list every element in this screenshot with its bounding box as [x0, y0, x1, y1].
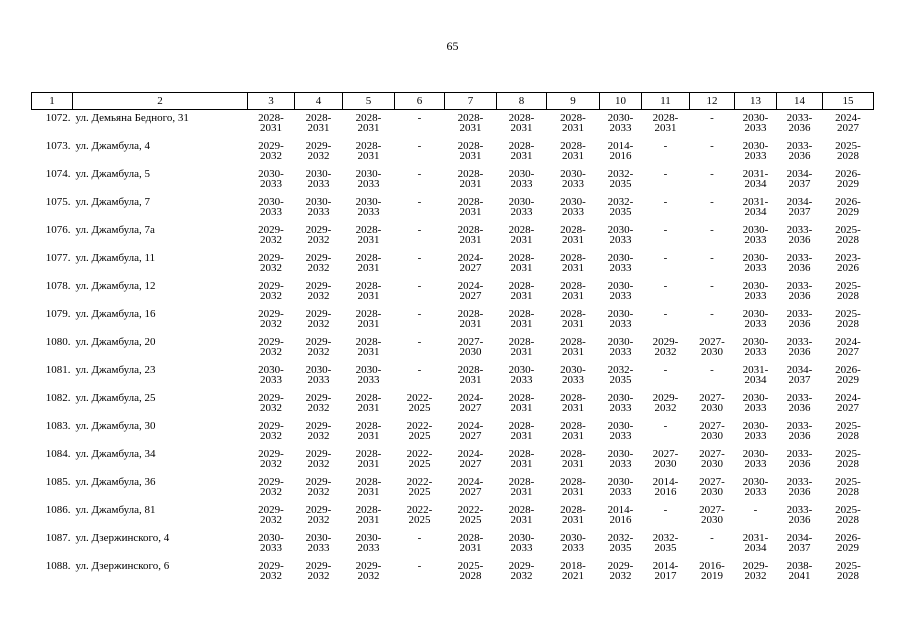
period-cell-col-3: 2030- 2033	[258, 196, 284, 218]
period-cell-col-3: 2028- 2031	[258, 112, 284, 134]
period-cell-col-10: 2032- 2035	[607, 364, 634, 386]
period-cell-col-6: -	[417, 364, 422, 376]
row-number: 1075.	[45, 196, 71, 208]
period-cell-col-4: 2029- 2032	[305, 476, 332, 498]
period-cell-col-13: 2030- 2033	[742, 224, 769, 246]
period-cell-col-8: 2028- 2031	[508, 140, 535, 162]
period-cell-col-5: 2028- 2031	[355, 420, 382, 442]
period-cell-col-15: 2025- 2028	[835, 308, 861, 330]
period-cell-col-4: 2029- 2032	[305, 224, 332, 246]
period-cell-col-9: 2028- 2031	[560, 308, 586, 330]
period-cell-col-5: 2030- 2033	[355, 196, 382, 218]
period-cell-col-6: -	[417, 224, 422, 236]
period-cell-col-4: 2030- 2033	[305, 196, 332, 218]
address-cell: ул. Джамбула, 30	[75, 420, 156, 432]
address-cell: ул. Джамбула, 11	[75, 252, 156, 264]
period-cell-col-11: 2014- 2016	[652, 476, 679, 498]
period-cell-col-11: -	[663, 252, 668, 264]
page-number: 65	[446, 39, 459, 53]
address-cell: ул. Джамбула, 36	[75, 476, 156, 488]
period-cell-col-6: 2022- 2025	[406, 476, 433, 498]
period-cell-col-3: 2029- 2032	[258, 308, 284, 330]
period-cell-col-15: 2026- 2029	[835, 364, 861, 386]
period-cell-col-13: 2030- 2033	[742, 140, 769, 162]
period-cell-col-9: 2028- 2031	[560, 140, 586, 162]
period-cell-col-12: 2027- 2030	[699, 448, 725, 470]
period-cell-col-15: 2025- 2028	[835, 280, 861, 302]
row-number: 1086.	[45, 504, 71, 516]
period-cell-col-13: 2030- 2033	[742, 476, 769, 498]
period-cell-col-4: 2030- 2033	[305, 532, 332, 554]
period-cell-col-5: 2028- 2031	[355, 476, 382, 498]
period-cell-col-9: 2028- 2031	[560, 224, 586, 246]
period-cell-col-12: 2027- 2030	[699, 392, 725, 414]
period-cell-col-3: 2029- 2032	[258, 140, 284, 162]
period-cell-col-6: -	[417, 280, 422, 292]
period-cell-col-4: 2029- 2032	[305, 280, 332, 302]
period-cell-col-10: 2030- 2033	[607, 308, 634, 330]
period-cell-col-13: 2031- 2034	[742, 532, 769, 554]
period-cell-col-14: 2034- 2037	[786, 196, 813, 218]
period-cell-col-15: 2025- 2028	[835, 420, 861, 442]
column-header-1: 1	[32, 93, 73, 110]
period-cell-col-4: 2030- 2033	[305, 364, 332, 386]
period-cell-col-11: 2032- 2035	[652, 532, 679, 554]
period-cell-col-3: 2029- 2032	[258, 420, 284, 442]
period-cell-col-8: 2028- 2031	[508, 392, 535, 414]
period-cell-col-3: 2029- 2032	[258, 252, 284, 274]
period-cell-col-7: 2024- 2027	[457, 420, 484, 442]
period-cell-col-10: 2030- 2033	[607, 280, 634, 302]
period-cell-col-10: 2030- 2033	[607, 224, 634, 246]
period-cell-col-15: 2024- 2027	[835, 112, 861, 134]
table-row	[32, 141, 874, 169]
period-cell-col-8: 2028- 2031	[508, 476, 535, 498]
column-header-7: 7	[445, 93, 497, 110]
period-cell-col-8: 2028- 2031	[508, 336, 535, 358]
address-cell: ул. Джамбула, 7	[75, 196, 151, 208]
period-cell-col-5: 2028- 2031	[355, 140, 382, 162]
period-cell-col-5: 2028- 2031	[355, 448, 382, 470]
period-cell-col-9: 2030- 2033	[560, 364, 586, 386]
period-cell-col-7: 2028- 2031	[457, 112, 484, 134]
period-cell-col-15: 2026- 2029	[835, 196, 861, 218]
period-cell-col-9: 2028- 2031	[560, 336, 586, 358]
period-cell-col-10: 2030- 2033	[607, 112, 634, 134]
period-cell-col-12: -	[710, 532, 714, 544]
period-cell-col-13: 2030- 2033	[742, 280, 769, 302]
period-cell-col-8: 2029- 2032	[508, 560, 535, 582]
row-number: 1077.	[45, 252, 71, 264]
period-cell-col-14: 2038- 2041	[786, 560, 813, 582]
address-cell: ул. Джамбула, 12	[75, 280, 156, 292]
period-cell-col-6: -	[417, 532, 422, 544]
address-cell: ул. Дзержинского, 4	[75, 532, 170, 544]
period-cell-col-7: 2028- 2031	[457, 196, 484, 218]
period-cell-col-10: 2029- 2032	[607, 560, 634, 582]
period-cell-col-7: 2024- 2027	[457, 280, 484, 302]
period-cell-col-10: 2032- 2035	[607, 168, 634, 190]
column-header-3: 3	[248, 93, 295, 110]
period-cell-col-4: 2029- 2032	[305, 308, 332, 330]
period-cell-col-11: 2029- 2032	[652, 336, 679, 358]
period-cell-col-11: 2029- 2032	[652, 392, 679, 414]
row-number: 1087.	[45, 532, 71, 544]
period-cell-col-8: 2028- 2031	[508, 280, 535, 302]
period-cell-col-10: 2030- 2033	[607, 448, 634, 470]
period-cell-col-8: 2030- 2033	[508, 196, 535, 218]
table-body	[32, 110, 874, 590]
period-cell-col-6: -	[417, 252, 422, 264]
column-header-11: 11	[642, 93, 690, 110]
period-cell-col-11: -	[663, 168, 668, 180]
period-cell-col-9: 2028- 2031	[560, 280, 586, 302]
period-cell-col-11: -	[663, 140, 668, 152]
period-cell-col-12: -	[710, 252, 714, 264]
column-header-10: 10	[600, 93, 642, 110]
row-number: 1072.	[45, 112, 71, 124]
period-cell-col-9: 2028- 2031	[560, 476, 586, 498]
period-cell-col-8: 2028- 2031	[508, 420, 535, 442]
period-cell-col-13: 2031- 2034	[742, 364, 769, 386]
period-cell-col-7: 2024- 2027	[457, 252, 484, 274]
row-number: 1081.	[45, 364, 71, 376]
table-row	[32, 169, 874, 197]
period-cell-col-6: -	[417, 196, 422, 208]
row-number: 1085.	[45, 476, 71, 488]
period-cell-col-5: 2030- 2033	[355, 532, 382, 554]
period-cell-col-5: 2030- 2033	[355, 168, 382, 190]
period-cell-col-5: 2028- 2031	[355, 280, 382, 302]
period-cell-col-7: 2025- 2028	[457, 560, 484, 582]
period-cell-col-8: 2028- 2031	[508, 448, 535, 470]
address-cell: ул. Джамбула, 4	[75, 140, 151, 152]
period-cell-col-9: 2030- 2033	[560, 532, 586, 554]
period-cell-col-9: 2028- 2031	[560, 392, 586, 414]
period-cell-col-11: 2014- 2017	[652, 560, 679, 582]
address-cell: ул. Джамбула, 7а	[75, 224, 155, 236]
period-cell-col-6: -	[417, 308, 422, 320]
period-cell-col-7: 2028- 2031	[457, 308, 484, 330]
address-cell: ул. Джамбула, 81	[75, 504, 156, 516]
period-cell-col-14: 2034- 2037	[786, 364, 813, 386]
table-row	[32, 309, 874, 337]
period-cell-col-6: 2022- 2025	[406, 448, 433, 470]
column-header-6: 6	[395, 93, 445, 110]
period-cell-col-9: 2028- 2031	[560, 112, 586, 134]
period-cell-col-3: 2030- 2033	[258, 532, 284, 554]
period-cell-col-3: 2029- 2032	[258, 224, 284, 246]
period-cell-col-15: 2026- 2029	[835, 168, 861, 190]
period-cell-col-10: 2014- 2016	[607, 504, 634, 526]
period-cell-col-9: 2028- 2031	[560, 420, 586, 442]
period-cell-col-6: 2022- 2025	[406, 392, 433, 414]
period-cell-col-9: 2018- 2021	[560, 560, 586, 582]
period-cell-col-11: -	[663, 308, 668, 320]
period-cell-col-14: 2033- 2036	[786, 140, 813, 162]
row-number: 1082.	[45, 392, 71, 404]
period-cell-col-7: 2024- 2027	[457, 448, 484, 470]
period-cell-col-12: -	[710, 308, 714, 320]
row-number: 1078.	[45, 280, 71, 292]
row-number: 1076.	[45, 224, 71, 236]
period-cell-col-15: 2026- 2029	[835, 532, 861, 554]
period-cell-col-3: 2030- 2033	[258, 168, 284, 190]
period-cell-col-8: 2028- 2031	[508, 504, 535, 526]
period-cell-col-8: 2030- 2033	[508, 364, 535, 386]
period-cell-col-11: 2027- 2030	[652, 448, 679, 470]
period-cell-col-4: 2028- 2031	[305, 112, 332, 134]
table-row	[32, 561, 874, 589]
period-cell-col-7: 2028- 2031	[457, 532, 484, 554]
period-cell-col-5: 2028- 2031	[355, 112, 382, 134]
table-row	[32, 477, 874, 505]
period-cell-col-5: 2028- 2031	[355, 308, 382, 330]
period-cell-col-3: 2029- 2032	[258, 504, 284, 526]
period-cell-col-15: 2025- 2028	[835, 560, 861, 582]
column-header-9: 9	[547, 93, 600, 110]
period-cell-col-6: -	[417, 168, 422, 180]
period-cell-col-12: -	[710, 364, 714, 376]
column-header-14: 14	[777, 93, 823, 110]
period-cell-col-8: 2028- 2031	[508, 224, 535, 246]
period-cell-col-14: 2033- 2036	[786, 112, 813, 134]
period-cell-col-4: 2029- 2032	[305, 392, 332, 414]
period-cell-col-3: 2029- 2032	[258, 476, 284, 498]
period-cell-col-10: 2030- 2033	[607, 336, 634, 358]
table-row	[32, 393, 874, 421]
period-cell-col-10: 2032- 2035	[607, 532, 634, 554]
period-cell-col-7: 2024- 2027	[457, 392, 484, 414]
table-row	[32, 505, 874, 533]
period-cell-col-7: 2028- 2031	[457, 140, 484, 162]
period-cell-col-10: 2030- 2033	[607, 392, 634, 414]
period-cell-col-11: 2028- 2031	[652, 112, 679, 134]
column-header-5: 5	[343, 93, 395, 110]
period-cell-col-4: 2029- 2032	[305, 420, 332, 442]
period-cell-col-3: 2029- 2032	[258, 392, 284, 414]
schedule-table	[31, 92, 874, 589]
table-header-row	[32, 93, 874, 110]
period-cell-col-4: 2029- 2032	[305, 252, 332, 274]
row-number: 1080.	[45, 336, 71, 348]
address-cell: ул. Джамбула, 34	[75, 448, 156, 460]
period-cell-col-13: 2030- 2033	[742, 308, 769, 330]
column-header-13: 13	[735, 93, 777, 110]
period-cell-col-13: 2030- 2033	[742, 112, 769, 134]
period-cell-col-12: 2016- 2019	[699, 560, 725, 582]
period-cell-col-7: 2027- 2030	[457, 336, 484, 358]
period-cell-col-3: 2029- 2032	[258, 448, 284, 470]
period-cell-col-15: 2025- 2028	[835, 448, 861, 470]
period-cell-col-6: -	[417, 112, 422, 124]
period-cell-col-10: 2032- 2035	[607, 196, 634, 218]
period-cell-col-6: -	[417, 336, 422, 348]
address-cell: ул. Джамбула, 20	[75, 336, 156, 348]
period-cell-col-14: 2033- 2036	[786, 420, 813, 442]
address-cell: ул. Джамбула, 23	[75, 364, 156, 376]
row-number: 1088.	[45, 560, 71, 572]
period-cell-col-8: 2030- 2033	[508, 532, 535, 554]
table-row	[32, 110, 874, 142]
period-cell-col-11: -	[663, 280, 668, 292]
table-row	[32, 281, 874, 309]
address-cell: ул. Джамбула, 25	[75, 392, 156, 404]
address-cell: ул. Джамбула, 16	[75, 308, 156, 320]
period-cell-col-14: 2033- 2036	[786, 392, 813, 414]
period-cell-col-10: 2030- 2033	[607, 476, 634, 498]
period-cell-col-14: 2033- 2036	[786, 504, 813, 526]
period-cell-col-7: 2022- 2025	[457, 504, 484, 526]
period-cell-col-5: 2030- 2033	[355, 364, 382, 386]
period-cell-col-13: 2031- 2034	[742, 168, 769, 190]
period-cell-col-5: 2028- 2031	[355, 336, 382, 358]
table-row	[32, 421, 874, 449]
period-cell-col-11: -	[663, 504, 668, 516]
column-header-4: 4	[295, 93, 343, 110]
period-cell-col-3: 2029- 2032	[258, 280, 284, 302]
column-header-8: 8	[497, 93, 547, 110]
period-cell-col-14: 2033- 2036	[786, 280, 813, 302]
period-cell-col-14: 2033- 2036	[786, 448, 813, 470]
period-cell-col-4: 2029- 2032	[305, 336, 332, 358]
period-cell-col-12: -	[710, 196, 714, 208]
period-cell-col-11: -	[663, 224, 668, 236]
row-number: 1073.	[45, 140, 71, 152]
period-cell-col-7: 2028- 2031	[457, 364, 484, 386]
period-cell-col-8: 2028- 2031	[508, 112, 535, 134]
period-cell-col-13: -	[753, 504, 758, 516]
period-cell-col-15: 2023- 2026	[835, 252, 861, 274]
address-cell: ул. Демьяна Бедного, 31	[75, 112, 189, 124]
period-cell-col-14: 2033- 2036	[786, 308, 813, 330]
period-cell-col-6: -	[417, 140, 422, 152]
period-cell-col-6: 2022- 2025	[406, 420, 433, 442]
row-number: 1084.	[45, 448, 71, 460]
table-row	[32, 365, 874, 393]
period-cell-col-12: -	[710, 112, 714, 124]
period-cell-col-14: 2033- 2036	[786, 224, 813, 246]
table-row	[32, 533, 874, 561]
period-cell-col-5: 2029- 2032	[355, 560, 382, 582]
period-cell-col-12: -	[710, 168, 714, 180]
period-cell-col-14: 2033- 2036	[786, 476, 813, 498]
period-cell-col-12: -	[710, 140, 714, 152]
period-cell-col-10: 2030- 2033	[607, 420, 634, 442]
table-row	[32, 253, 874, 281]
period-cell-col-4: 2030- 2033	[305, 168, 332, 190]
period-cell-col-15: 2024- 2027	[835, 336, 861, 358]
row-number: 1074.	[45, 168, 71, 180]
period-cell-col-6: 2022- 2025	[406, 504, 433, 526]
period-cell-col-13: 2030- 2033	[742, 420, 769, 442]
period-cell-col-12: 2027- 2030	[699, 420, 725, 442]
period-cell-col-15: 2024- 2027	[835, 392, 861, 414]
period-cell-col-8: 2028- 2031	[508, 308, 535, 330]
period-cell-col-10: 2030- 2033	[607, 252, 634, 274]
period-cell-col-9: 2028- 2031	[560, 504, 586, 526]
column-header-12: 12	[690, 93, 735, 110]
period-cell-col-9: 2028- 2031	[560, 252, 586, 274]
period-cell-col-11: -	[663, 420, 668, 432]
period-cell-col-8: 2030- 2033	[508, 168, 535, 190]
period-cell-col-5: 2028- 2031	[355, 392, 382, 414]
address-cell: ул. Джамбула, 5	[75, 168, 151, 180]
column-header-15: 15	[823, 93, 874, 110]
period-cell-col-13: 2031- 2034	[742, 196, 769, 218]
table-row	[32, 449, 874, 477]
period-cell-col-15: 2025- 2028	[835, 140, 861, 162]
period-cell-col-14: 2033- 2036	[786, 336, 813, 358]
period-cell-col-12: 2027- 2030	[699, 504, 725, 526]
table-row	[32, 225, 874, 253]
period-cell-col-9: 2030- 2033	[560, 196, 586, 218]
period-cell-col-15: 2025- 2028	[835, 504, 861, 526]
address-cell: ул. Дзержинского, 6	[75, 560, 170, 572]
period-cell-col-12: -	[710, 280, 714, 292]
period-cell-col-12: 2027- 2030	[699, 476, 725, 498]
period-cell-col-3: 2030- 2033	[258, 364, 284, 386]
period-cell-col-4: 2029- 2032	[305, 504, 332, 526]
period-cell-col-15: 2025- 2028	[835, 476, 861, 498]
period-cell-col-14: 2034- 2037	[786, 168, 813, 190]
period-cell-col-11: -	[663, 196, 668, 208]
period-cell-col-13: 2030- 2033	[742, 392, 769, 414]
row-number: 1079.	[45, 308, 71, 320]
period-cell-col-15: 2025- 2028	[835, 224, 861, 246]
period-cell-col-5: 2028- 2031	[355, 504, 382, 526]
period-cell-col-12: -	[710, 224, 714, 236]
column-header-2: 2	[73, 93, 248, 110]
period-cell-col-5: 2028- 2031	[355, 252, 382, 274]
period-cell-col-4: 2029- 2032	[305, 560, 332, 582]
period-cell-col-11: -	[663, 364, 668, 376]
period-cell-col-4: 2029- 2032	[305, 448, 332, 470]
period-cell-col-7: 2028- 2031	[457, 224, 484, 246]
period-cell-col-8: 2028- 2031	[508, 252, 535, 274]
period-cell-col-13: 2030- 2033	[742, 336, 769, 358]
period-cell-col-7: 2028- 2031	[457, 168, 484, 190]
period-cell-col-6: -	[417, 560, 422, 572]
period-cell-col-7: 2024- 2027	[457, 476, 484, 498]
period-cell-col-13: 2030- 2033	[742, 448, 769, 470]
period-cell-col-9: 2028- 2031	[560, 448, 586, 470]
period-cell-col-13: 2029- 2032	[742, 560, 769, 582]
table-row	[32, 337, 874, 365]
period-cell-col-12: 2027- 2030	[699, 336, 725, 358]
period-cell-col-4: 2029- 2032	[305, 140, 332, 162]
period-cell-col-14: 2033- 2036	[786, 252, 813, 274]
period-cell-col-10: 2014- 2016	[607, 140, 634, 162]
period-cell-col-5: 2028- 2031	[355, 224, 382, 246]
period-cell-col-13: 2030- 2033	[742, 252, 769, 274]
period-cell-col-14: 2034- 2037	[786, 532, 813, 554]
row-number: 1083.	[45, 420, 71, 432]
period-cell-col-3: 2029- 2032	[258, 560, 284, 582]
period-cell-col-9: 2030- 2033	[560, 168, 586, 190]
table-row	[32, 197, 874, 225]
period-cell-col-3: 2029- 2032	[258, 336, 284, 358]
